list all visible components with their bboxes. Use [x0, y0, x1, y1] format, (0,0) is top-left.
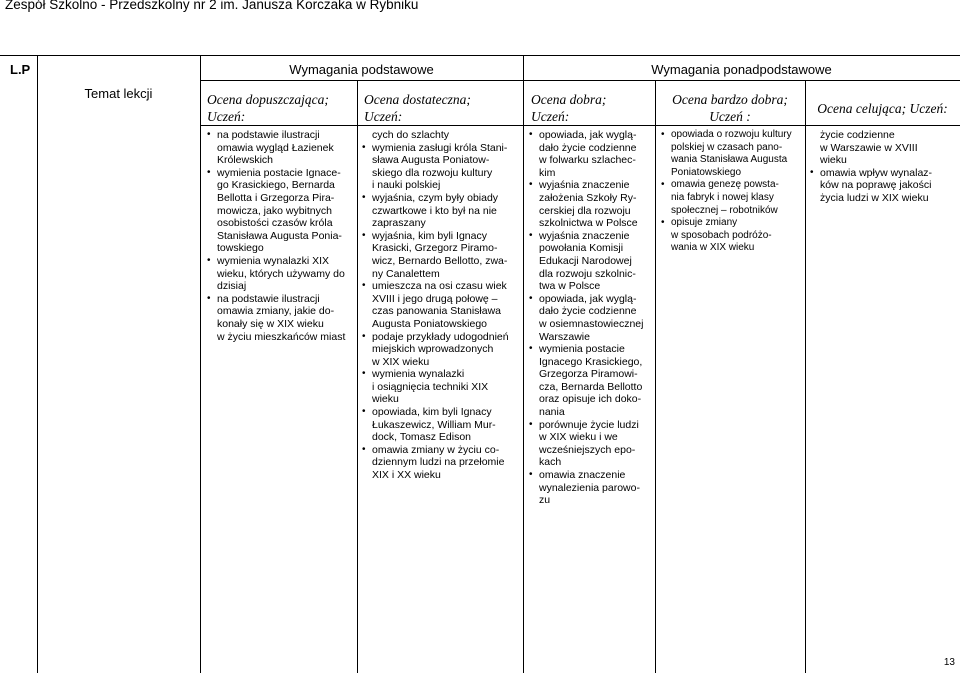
list-item: • na podstawie ilustracji omawia zmiany, jakie do- konały się w XIX wieku w życiu mieszkańców miast [205, 293, 355, 343]
list-item: • wyjaśnia znaczenie powołania Komisji Edukacji Narodowej dla rozwoju szkolnic- twa w Polsce [527, 230, 654, 293]
list-item: • opowiada, jak wyglą- dało życie codzienne w folwarku szlachec- kim [527, 129, 654, 179]
list-item: • opisuje zmiany w sposobach podróżo- wania w XIX wieku [659, 217, 804, 255]
page-number: 13 [943, 657, 955, 668]
list-item: • wymienia wynalazki XIX wieku, których używamy do dzisiaj [205, 255, 355, 293]
grade-header-bardzo-dobra: Ocena bardzo dobra; Uczeń : [672, 92, 788, 124]
list-item-continuation: cych do szlachty [372, 129, 450, 141]
grade-header-dopuszczajaca: Ocena dopuszczająca; Uczeń: [207, 92, 329, 124]
list-item: • opowiada, kim byli Ignacy Łukaszewicz, William Mur- dock, Tomasz Edison [360, 406, 522, 444]
grade-header-dobra: Ocena dobra; Uczeń: [531, 92, 607, 124]
list-dopuszczajaca [205, 129, 355, 343]
school-name: Zespół Szkolno - Przedszkolny nr 2 im. Janusza Korczaka w Rybniku [5, 0, 419, 12]
list-item: • opowiada, jak wyglą- dało życie codzienne w osiemnastowiecznej Warszawie [527, 293, 654, 343]
list-celujaca [808, 129, 958, 205]
list-item: • wymienia postacie Ignacego Krasickiego, Grzegorza Piramowi- cza, Bernarda Bellotto oraz opisuje ich doko- nania [527, 343, 654, 419]
list-item: • podaje przykłady udogodnień miejskich wprowadzonych w XIX wieku [360, 331, 522, 369]
list-item: • omawia wpływ wynalaz- ków na poprawę jakości życia ludzi w XIX wieku [808, 167, 958, 205]
list-item: życie codzienne w Warszawie w XVIII wieku [820, 129, 918, 167]
header-topic: Temat lekcji [84, 86, 153, 101]
grade-header-dostateczna: Ocena dostateczna; Uczeń: [364, 92, 471, 124]
header-basic-requirements: Wymagania podstawowe [289, 62, 434, 77]
list-item: • omawia zmiany w życiu co- dziennym ludzi na przełomie XIX i XX wieku [360, 444, 522, 482]
list-item: • porównuje życie ludzi w XIX wieku i we wcześniejszych epo- kach [527, 419, 654, 469]
grade-header-celujaca: Ocena celująca; Uczeń: [817, 101, 948, 116]
list-item: • wyjaśnia znaczenie założenia Szkoły Ry- cerskiej dla rozwoju szkolnictwa w Polsce [527, 179, 654, 229]
list-item: • umieszcza na osi czasu wiek XVIII i jego drugą połowę – czas panowania Stanisława Augusta Poniatowskiego [360, 280, 522, 330]
list-bardzo-dobra [659, 129, 804, 255]
list-item: • wymienia zasługi króla Stani- sława Augusta Poniatow- skiego dla rozwoju kultury i nauki polskiej [360, 142, 522, 192]
list-item: • omawia znaczenie wynalezienia parowo- zu [527, 469, 654, 507]
list-item: • wymienia postacie Ignace- go Krasickiego, Bernarda Bellotta i Grzegorza Pira- mowicza, jako wybitnych osobistości czasów króla Stanisława Augusta Ponia- towskiego [205, 167, 355, 255]
list-item: • wyjaśnia, kim byli Ignacy Krasicki, Grzegorz Piramo- wicz, Bernardo Bellotto, zwa- ny Canalettem [360, 230, 522, 280]
list-dobra [527, 129, 654, 507]
list-dostateczna [360, 129, 522, 482]
list-item: • wymienia wynalazki i osiągnięcia techniki XIX wieku [360, 368, 522, 406]
list-item: • omawia genezę powsta- nia fabryk i nowej klasy społecznej – robotników [659, 179, 804, 217]
header-lp: L.P [10, 62, 31, 77]
list-item: • na podstawie ilustracji omawia wygląd Łazienek Królewskich [205, 129, 355, 167]
header-advanced-requirements: Wymagania ponadpodstawowe [651, 62, 832, 77]
list-item: • wyjaśnia, czym były obiady czwartkowe i kto był na nie zapraszany [360, 192, 522, 230]
list-item: • opowiada o rozwoju kultury polskiej w czasach pano- wania Stanisława Augusta Poniatowskiego [659, 129, 804, 179]
